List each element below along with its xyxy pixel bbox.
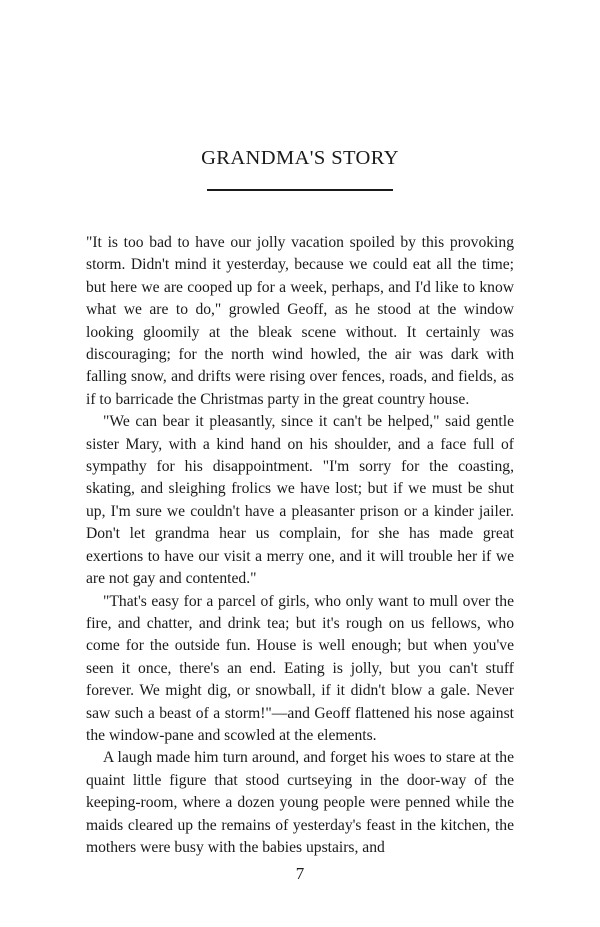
chapter-body bbox=[86, 232, 514, 859]
page-number: 7 bbox=[295, 864, 305, 883]
paragraph-2: "We can bear it pleasantly, since it can't be helped," said gentle sister Mary, with a kind hand on his shoulder, and a face full of sympathy for his disappointment. "I'm sorry for the coasting, skating, and sleighing frolics we have lost; but if we must be shut up, I'm sure we couldn't have a pleasanter prison or a kinder jailer. Don't let grandma hear us complain, for she has made great exertions to have our visit a merry one, and it will trouble her if we are not gay and contented." bbox=[86, 413, 514, 588]
paragraph-3: "That's easy for a parcel of girls, who only want to mull over the fire, and chatter, and drink tea; but it's rough on us fellows, who come for the outside fun. House is well enough; but when you've seen it once, there's an end. Eating is jolly, but you can't stuff forever. We might dig, or snowball, if it didn't blow a gale. Never saw such a beast of a storm!"—and Geoff flattened his nose against the window-pane and scowled at the elements. bbox=[86, 592, 514, 744]
title-divider bbox=[207, 189, 393, 191]
paragraph-4: A laugh made him turn around, and forget his woes to stare at the quaint little figure that stood curtseying in the door-way of the keeping-room, where a dozen young people were penned while the maids cleared up the remains of yesterday's feast in the kitchen, the mothers were busy with the babies upstairs, and bbox=[86, 749, 514, 856]
paragraph-1: "It is too bad to have our jolly vacation spoiled by this provoking storm. Didn't mind it yesterday, because we could eat all the time; but here we are cooped up for a week, perhaps, and I'd like to know what we are to do," growled Geoff, as he stood at the window looking gloomily at the bleak scene without. It certainly was discouraging; for the north wind howled, the air was dark with falling snow, and drifts were rising over fences, roads, and fields, as if to barricade the Christmas party in the great country house. bbox=[86, 234, 514, 408]
chapter-title: GRANDMA'S STORY bbox=[201, 147, 399, 169]
